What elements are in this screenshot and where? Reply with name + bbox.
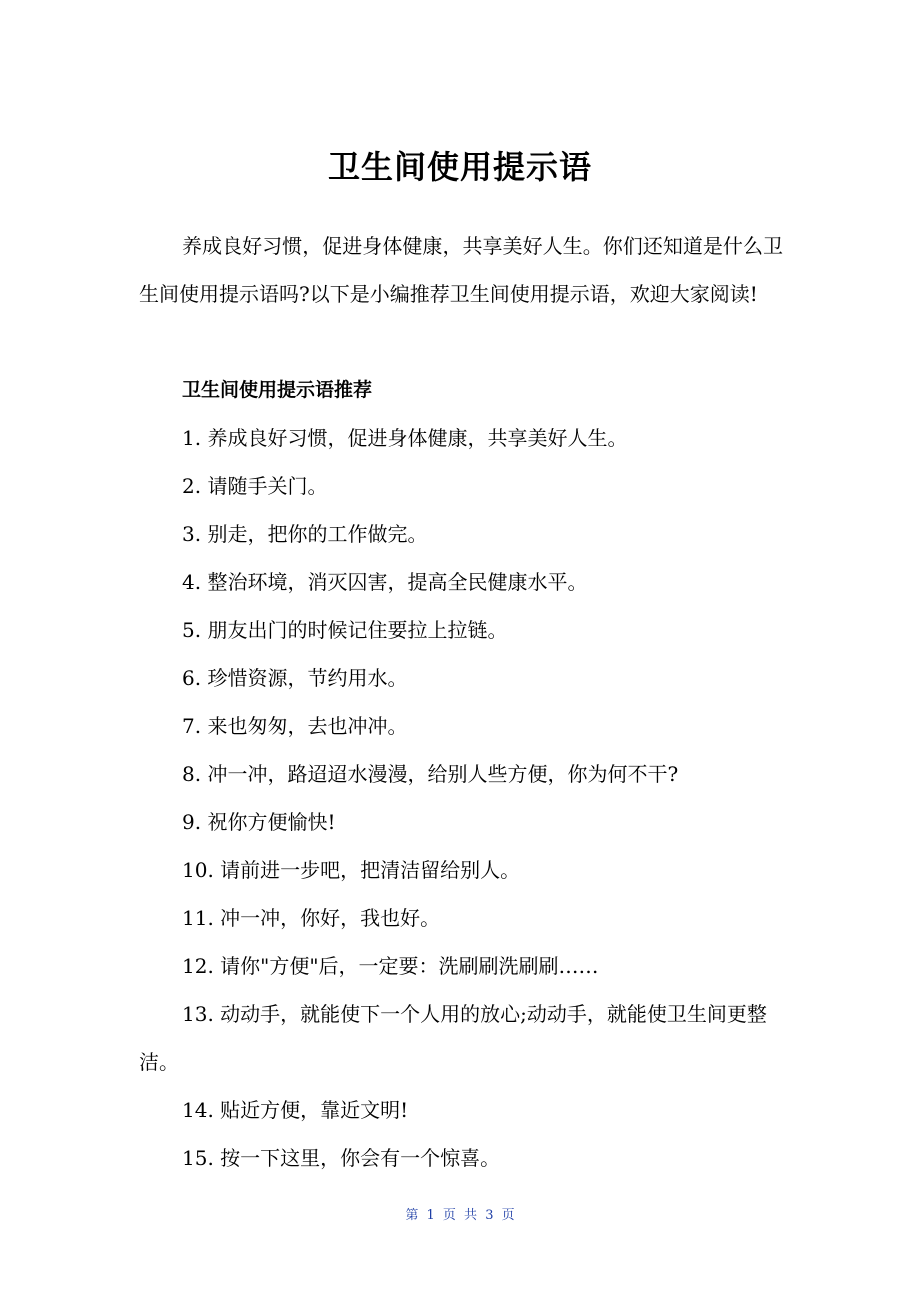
list-item: 10. 请前进一步吧，把清洁留给别人。 <box>182 858 521 882</box>
page-footer: 第 1 页 共 3 页 <box>405 1208 515 1223</box>
list-item: 14. 贴近方便，靠近文明! <box>182 1098 409 1122</box>
list-item: 11. 冲一冲，你好，我也好。 <box>182 906 441 930</box>
list-item: 6. 珍惜资源，节约用水。 <box>182 666 408 690</box>
list-item: 9. 祝你方便愉快! <box>182 810 336 834</box>
section-heading: 卫生间使用提示语推荐 <box>182 379 373 401</box>
list-item: 3. 别走，把你的工作做完。 <box>182 522 428 546</box>
intro-paragraph: 养成良好习惯，促进身体健康，共享美好人生。你们还知道是什么卫生间使用提示语吗?以下是小编推荐卫生间使用提示语，欢迎大家阅读! <box>139 234 783 306</box>
list-item: 13. 动动手，就能使下一个人用的放心;动动手，就能使卫生间更整洁。 <box>139 1002 767 1074</box>
list-item: 15. 按一下这里，你会有一个惊喜。 <box>182 1146 501 1170</box>
list-item: 8. 冲一冲，路迢迢水漫漫，给别人些方便，你为何不干? <box>182 762 679 786</box>
list-item: 7. 来也匆匆，去也冲冲。 <box>182 714 408 738</box>
list-item: 12. 请你"方便"后，一定要：洗刷刷洗刷刷…… <box>182 954 599 978</box>
list-item: 2. 请随手关门。 <box>182 474 328 498</box>
list-item: 5. 朋友出门的时候记住要拉上拉链。 <box>182 618 508 642</box>
list-item: 1. 养成良好习惯，促进身体健康，共享美好人生。 <box>182 426 628 450</box>
tips-list <box>139 414 783 1182</box>
list-item: 4. 整治环境，消灭囚害，提高全民健康水平。 <box>182 570 588 594</box>
document-title: 卫生间使用提示语 <box>327 148 592 186</box>
